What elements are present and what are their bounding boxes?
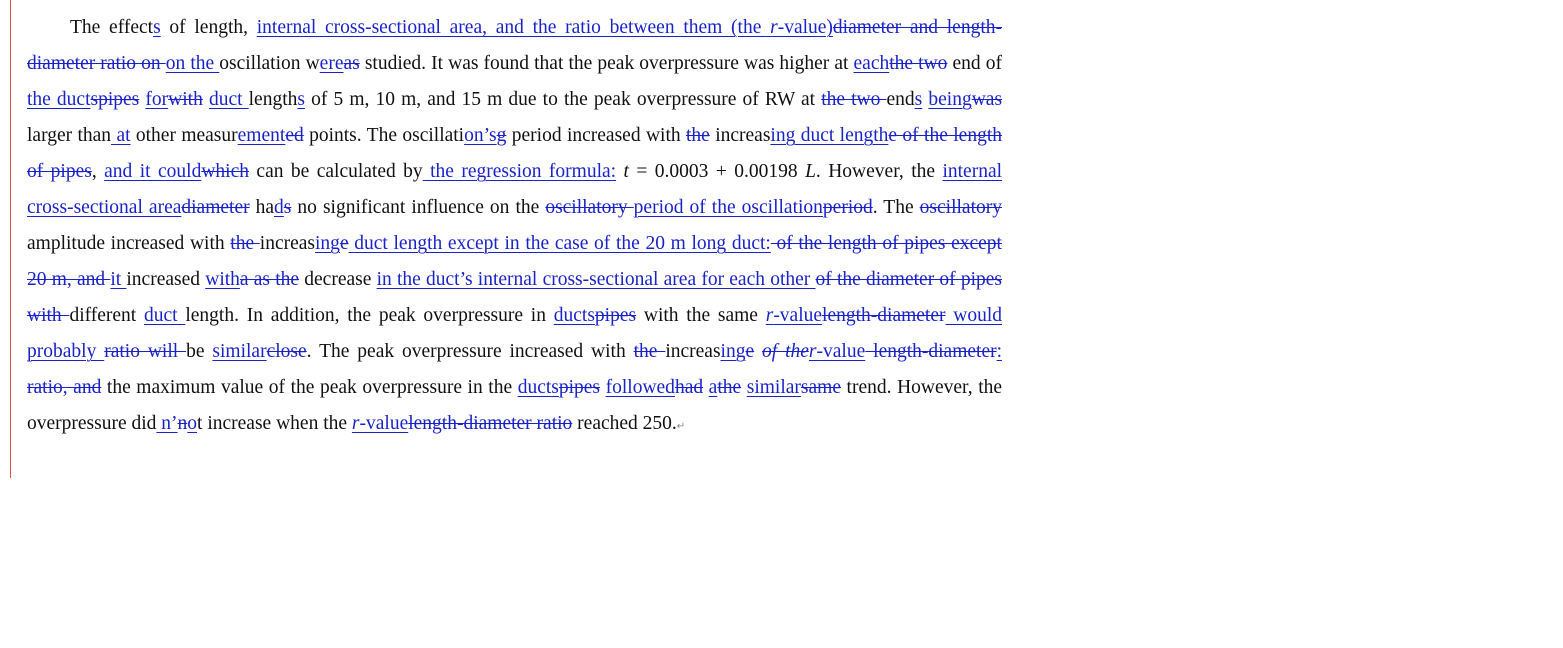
inserted-text: s [587,305,595,326]
deleted-text: g [496,125,507,146]
inserted-text: the regression formula: [422,161,617,182]
deleted-text: with [168,89,203,110]
text-run: points. The oscillati [303,125,465,146]
inserted-text: ing [315,233,340,254]
inserted-text: ing [720,341,746,362]
text-run: = 0.0003 + 0.00198 [628,161,806,182]
deleted-text: period [822,197,873,218]
deleted-text: diameter and length-diameter ratio on [27,17,1002,74]
inserted-text: it [110,269,127,290]
revision-change-bar [10,0,11,478]
inserted-text: s [551,377,559,398]
deleted-text: s [283,197,292,218]
inserted-text: being [928,89,972,110]
inserted-text: s [153,17,161,38]
text-run: trend. However, the overpressure did [27,377,1003,434]
inserted-text: internal cross-sectional area, and the ratio between them (the [256,17,771,38]
text-run: of 5 m, 10 m, and 15 m due to the peak overpressure of RW at [304,89,822,110]
inserted-text: duct [208,89,249,110]
text-run: no significant influence on the [291,197,546,218]
text-run: increased [126,269,206,290]
text-run [616,161,623,182]
deleted-text: e [339,233,349,254]
inserted-text: for [145,89,169,110]
inserted-text: at [111,125,131,146]
deleted-text: n [177,413,188,434]
deleted-text: the [685,125,710,146]
deleted-text: length-diameter [865,341,997,362]
text-run: . The [872,197,920,218]
text-run [754,341,762,362]
deleted-text: was [971,89,1003,110]
deleted-text: e [745,341,755,362]
deleted-text: which [201,161,249,182]
deleted-text: length-diameter ratio [408,413,573,434]
deleted-text: had [674,377,704,398]
inserted-text: n’ [156,413,178,434]
inserted-text: duct [553,305,588,326]
deleted-text: ratio will [104,341,187,362]
text-run: length [248,89,298,110]
inserted-text: -value [359,413,409,434]
inserted-italic-text: r [765,305,774,326]
inserted-text: ement [237,125,286,146]
inserted-text: d [274,197,284,218]
inserted-text: s [297,89,305,110]
deleted-text: diameter [181,197,250,218]
italic-variable: L [805,161,816,182]
inserted-text: similar [212,341,267,362]
inserted-text: period of the oscillation [633,197,823,218]
inserted-italic-text: r [770,17,778,38]
text-run: period increased with [506,125,686,146]
text-run: end of [947,53,1002,74]
inserted-text: with [205,269,240,290]
inserted-text: followed [605,377,675,398]
inserted-text: the duct [27,89,91,110]
deleted-text: a as the [239,269,300,290]
inserted-text: on’s [464,125,497,146]
text-run: decrease [299,269,377,290]
text-run: t increase when the [197,413,352,434]
text-run: ha [249,197,275,218]
deleted-text: the [633,341,666,362]
text-run: the maximum value of the peak overpressure in the [101,377,518,398]
deleted-text: the [230,233,260,254]
text-run: studied. It was found that the peak overpressure was higher at [359,53,854,74]
text-run: increas [709,125,771,146]
deleted-text: pipes [558,377,601,398]
text-run: increas [259,233,316,254]
deleted-text: the two [889,53,948,74]
text-run: amplitude increased with [27,233,231,254]
text-run: larger than [27,125,112,146]
text-run: can be calculated by [248,161,423,182]
text-run: end [886,89,915,110]
deleted-text: e of the length of pipes [27,125,1002,182]
inserted-text: duct length except in the case of the 20 m long duct: [348,233,771,254]
inserted-text: duct [143,305,186,326]
deleted-text: pipes [594,305,637,326]
text-run: . However, the [815,161,943,182]
deleted-text: ratio, and [27,377,102,398]
inserted-italic-text: r [351,413,360,434]
deleted-text: as [343,53,360,74]
text-run: oscillation w [219,53,320,74]
text-run: be [186,341,213,362]
inserted-text: similar [746,377,801,398]
inserted-text: and it could [104,161,202,182]
document-body[interactable] [27,10,1002,445]
text-run: , [91,161,105,182]
inserted-text: each [853,53,890,74]
inserted-text: on the [165,53,220,74]
inserted-text: : [996,341,1003,362]
deleted-italic-text: of the [762,341,809,362]
deleted-text: ed [285,125,304,146]
text-run: increas [665,341,721,362]
text-run: of length, [160,17,257,38]
inserted-text: -value [816,341,866,362]
text-run: The effect [70,17,154,38]
inserted-text: a [708,377,718,398]
inserted-text: s [914,89,923,110]
deleted-text: same [800,377,841,398]
deleted-text: pipes [98,89,140,110]
inserted-text: duct [517,377,552,398]
deleted-text: close [266,341,307,362]
inserted-text: -value) [777,17,833,38]
text-run: length. In addition, the peak overpressure in [185,305,554,326]
inserted-text: ere [319,53,344,74]
deleted-text: oscillatory [545,197,634,218]
deleted-text: of the diameter of pipes with [27,269,1003,326]
text-run: different [69,305,144,326]
paragraph-mark-icon: ↵ [676,421,686,432]
tracked-changes-paragraph[interactable] [27,10,1002,445]
text-run: reached 250. [572,413,677,434]
italic-variable: t [623,161,629,182]
deleted-text: the [717,377,742,398]
inserted-text: would probably [27,305,1003,362]
deleted-text: of the length of pipes except 20 m, and [27,233,1002,290]
inserted-text: in the duct’s internal cross-sectional area for each other [376,269,816,290]
deleted-text: length-diameter [822,305,946,326]
deleted-text: s [90,89,99,110]
inserted-text: ing duct length [770,125,889,146]
text-run: with the same [636,305,766,326]
text-run: . The peak overpressure increased with [306,341,634,362]
inserted-text: internal cross-sectional area [27,161,1003,218]
deleted-text: the two [821,89,887,110]
inserted-italic-text: r [808,341,817,362]
inserted-text: -value [773,305,823,326]
text-run: other measur [130,125,238,146]
deleted-text: oscillatory [919,197,1002,218]
inserted-text: o [187,413,198,434]
